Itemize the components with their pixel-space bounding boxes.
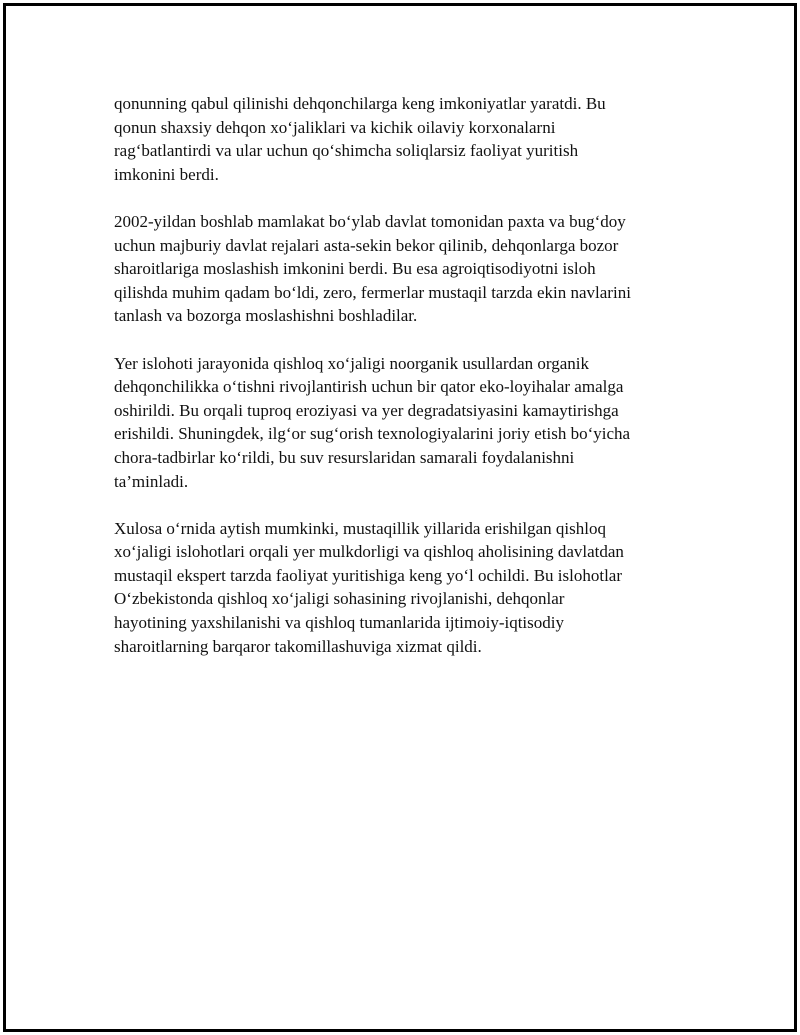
- paragraph-3: Yer islohoti jarayonida qishloq xo‘jaligi noorganik usullardan organik dehqonchilikka o‘tishni rivojlantirish uchun bir qator eko-loyihalar amalga oshirildi. Bu orqali tuproq eroziyasi va yer degradatsiyasini kamaytirishga erishildi. Shuningdek, ilg‘or sug‘orish texnologiyalarini joriy etish bo‘yicha chora-tadbirlar ko‘rildi, bu suv resurslaridan samarali foydalanishni ta’minladi.: [114, 353, 631, 491]
- paragraph-2: 2002-yildan boshlab mamlakat bo‘ylab davlat tomonidan paxta va bug‘doy uchun majburiy davlat rejalari asta-sekin bekor qilinib, dehqonlarga bozor sharoitlariga moslashish imkonini berdi. Bu esa agroiqtisodiyotni isloh qilishda muhim qadam bo‘ldi, zero, fermerlar mustaqil tarzda ekin navlarini tanlash va bozorga moslashishni boshladilar.: [114, 211, 631, 326]
- paragraph-4: Xulosa o‘rnida aytish mumkinki, mustaqillik yillarida erishilgan qishloq xo‘jaligi islohotlari orqali yer mulkdorligi va qishloq aholisining davlatdan mustaqil ekspert tarzda faoliyat yuritishiga keng yo‘l ochildi. Bu islohotlar O‘zbekistonda qishloq xo‘jaligi sohasining rivojlanishi, dehqonlar hayotining yaxshilanishi va qishloq tumanlarida ijtimoiy-iqtisodiy sharoitlarning barqaror takomillashuviga xizmat qildi.: [114, 518, 624, 656]
- paragraph-1: qonunning qabul qilinishi dehqonchilarga keng imkoniyatlar yaratdi. Bu qonun shaxsiy dehqon xo‘jaliklari va kichik oilaviy korxonalarni rag‘batlantirdi va ular uchun qo‘shimcha soliqlarsiz faoliyat yuritish imkonini berdi.: [114, 94, 606, 184]
- document-body: [114, 92, 694, 682]
